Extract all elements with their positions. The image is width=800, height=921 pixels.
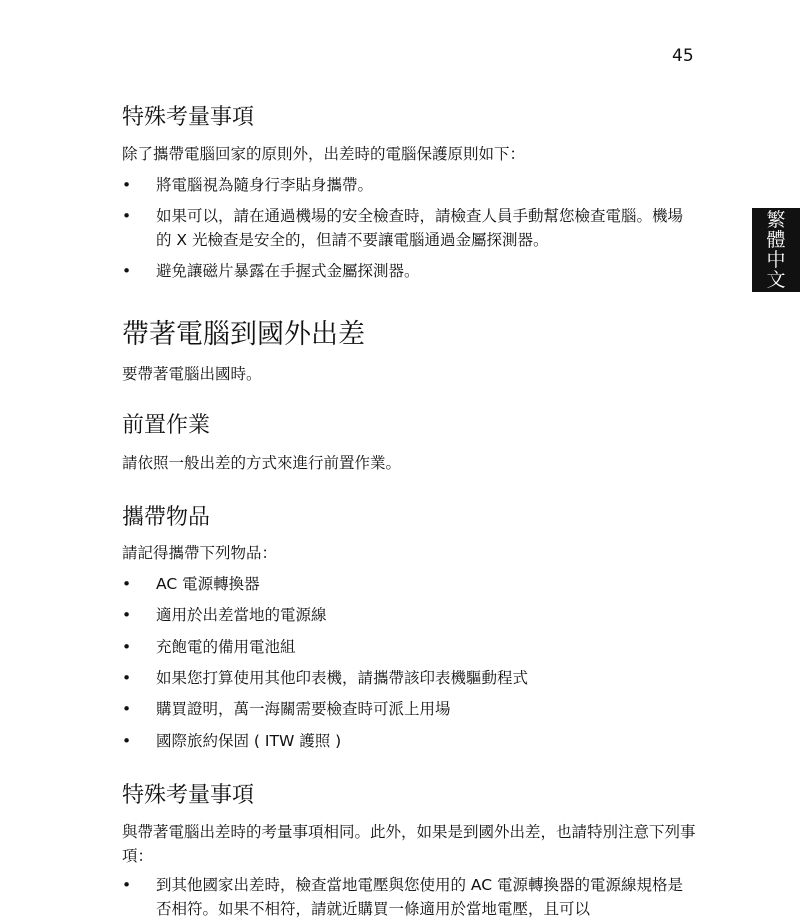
side-tab-char: 中 xyxy=(766,249,786,271)
list-item-text: 如果可以，請在通過機場的安全檢查時，請檢查人員手動幫您檢查電腦。機場的 X 光檢查是安全的，但請不要讓電腦通過金屬探測器。 xyxy=(156,207,684,249)
side-tab-char: 體 xyxy=(766,229,786,251)
list-item-text: 國際旅約保固 ( ITW 護照 ) xyxy=(156,732,342,750)
bullet: • xyxy=(122,638,132,656)
paragraph: 與帶著電腦出差時的考量事項相同。此外，如果是到國外出差，也請特別注意下列事項： xyxy=(122,823,696,865)
bullet: • xyxy=(122,700,132,718)
chapter-heading: 帶著電腦到國外出差 xyxy=(122,319,365,350)
list-item-text: 將電腦視為隨身行李貼身攜帶。 xyxy=(156,176,374,194)
bullet: • xyxy=(122,262,132,280)
section-heading: 特殊考量事項 xyxy=(122,105,255,130)
side-tab-char: 文 xyxy=(766,269,786,291)
side-tab-char: 繁 xyxy=(766,209,786,231)
section-heading: 特殊考量事項 xyxy=(122,783,255,808)
paragraph: 要帶著電腦出國時。 xyxy=(122,365,262,383)
paragraph: 請依照一般出差的方式來進行前置作業。 xyxy=(122,454,402,472)
bullet: • xyxy=(122,207,132,225)
bullet: • xyxy=(122,606,132,624)
bullet: • xyxy=(122,669,132,687)
list-item-text: 如果您打算使用其他印表機，請攜帶該印表機驅動程式 xyxy=(156,669,529,687)
list-item-text: 適用於出差當地的電源線 xyxy=(156,606,327,624)
list-item-text: 避免讓磁片暴露在手握式金屬探測器。 xyxy=(156,262,420,280)
bullet: • xyxy=(122,575,132,593)
page-number: 45 xyxy=(672,46,694,66)
language-side-tab xyxy=(752,208,800,292)
bullet: • xyxy=(122,176,132,194)
list-item-text: 充飽電的備用電池組 xyxy=(156,638,296,656)
paragraph: 除了攜帶電腦回家的原則外，出差時的電腦保護原則如下： xyxy=(122,145,526,163)
section-heading: 攜帶物品 xyxy=(122,505,211,530)
bullet: • xyxy=(122,732,132,750)
list-item-text: 到其他國家出差時，檢查當地電壓與您使用的 AC 電源轉換器的電源線規格是否相符。如果不相符，請就近購買一條適用於當地電壓，且可以 xyxy=(156,876,684,918)
bullet: • xyxy=(122,876,132,894)
section-heading: 前置作業 xyxy=(122,413,211,438)
list-item-text: AC 電源轉換器 xyxy=(156,575,260,593)
list-item-text: 購買證明，萬一海關需要檢查時可派上用場 xyxy=(156,700,451,718)
paragraph: 請記得攜帶下列物品： xyxy=(122,544,278,562)
